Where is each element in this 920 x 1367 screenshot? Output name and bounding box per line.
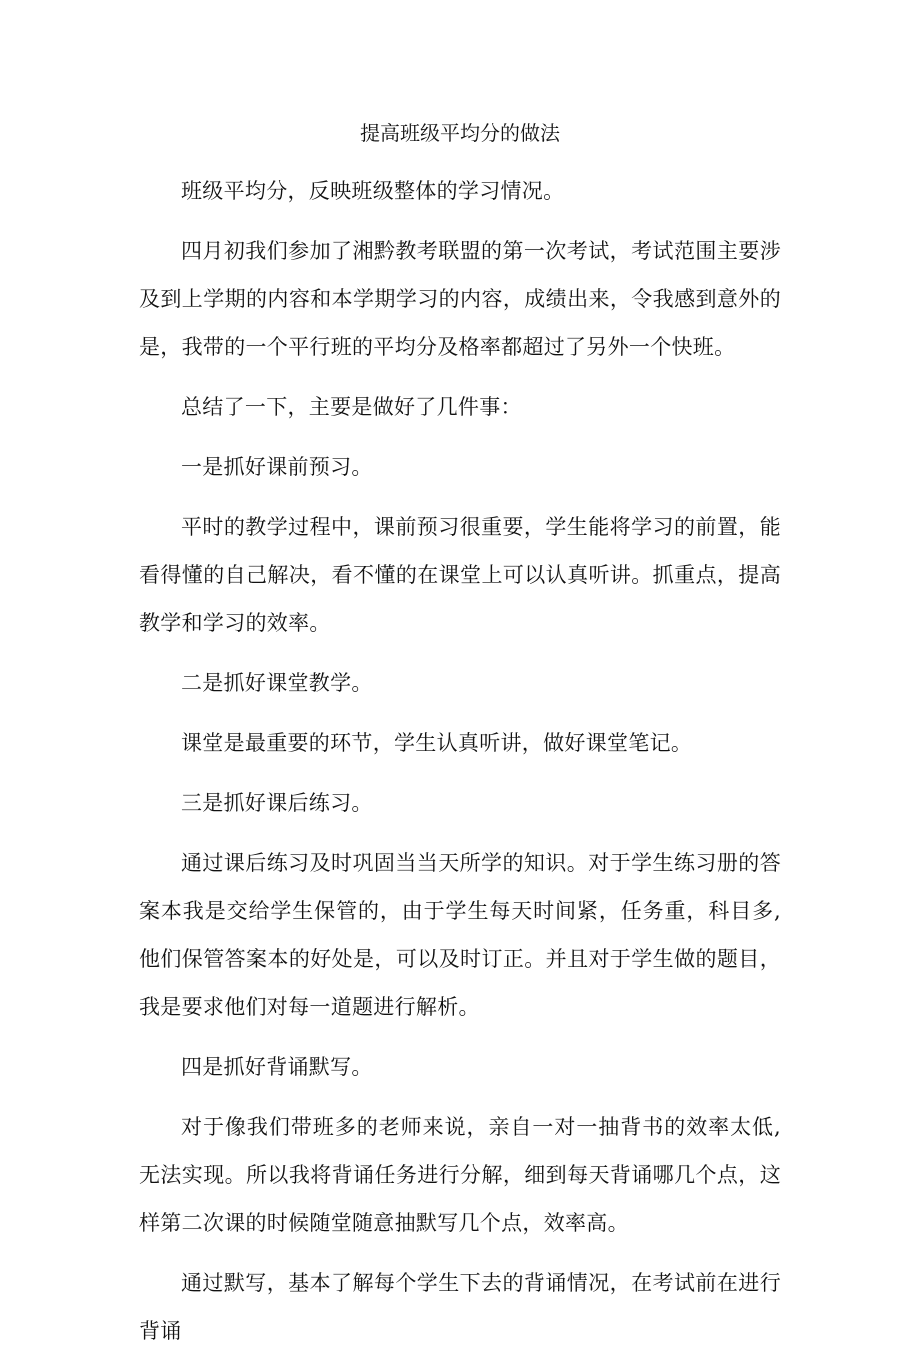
paragraph-point-one-heading: 一是抓好课前预习。	[181, 455, 373, 479]
paragraph-intro: 班级平均分，反映班级整体的学习情况。	[181, 179, 565, 203]
paragraph-point-one-body: 平时的教学过程中，课前预习很重要，学生能将学习的前置，能看得懂的自己解决，看不懂的在课堂上可以认真听讲。抓重点，提高教学和学习的效率。	[139, 515, 781, 635]
paragraph-point-three-heading: 三是抓好课后练习。	[181, 791, 373, 815]
document-body	[139, 167, 781, 1367]
paragraph-summary-lead: 总结了一下，主要是做好了几件事：	[181, 395, 522, 419]
paragraph-point-four-body: 对于像我们带班多的老师来说，亲自一对一抽背书的效率太低,无法实现。所以我将背诵任务进行分解，细到每天背诵哪几个点，这样第二次课的时候随堂随意抽默写几个点，效率高。	[139, 1115, 781, 1235]
paragraph-point-two-body: 课堂是最重要的环节，学生认真听讲，做好课堂笔记。	[181, 731, 693, 755]
paragraph-exam-result: 四月初我们参加了湘黔教考联盟的第一次考试，考试范围主要涉及到上学期的内容和本学期学习的内容，成绩出来，令我感到意外的是，我带的一个平行班的平均分及格率都超过了另外一个快班。	[139, 239, 781, 359]
paragraph-point-two-heading: 二是抓好课堂教学。	[181, 671, 373, 695]
document-title: 提高班级平均分的做法	[360, 121, 560, 145]
paragraph-dictation-result: 通过默写，基本了解每个学生下去的背诵情况，在考试前在进行背诵	[139, 1271, 781, 1343]
paragraph-point-four-heading: 四是抓好背诵默写。	[181, 1055, 373, 1079]
paragraph-point-three-body: 通过课后练习及时巩固当当天所学的知识。对于学生练习册的答案本我是交给学生保管的，由于学生每天时间紧，任务重，科目多,他们保管答案本的好处是，可以及时订正。并且对于学生做的题目，我是要求他们对每一道题进行解析。	[139, 851, 781, 1019]
